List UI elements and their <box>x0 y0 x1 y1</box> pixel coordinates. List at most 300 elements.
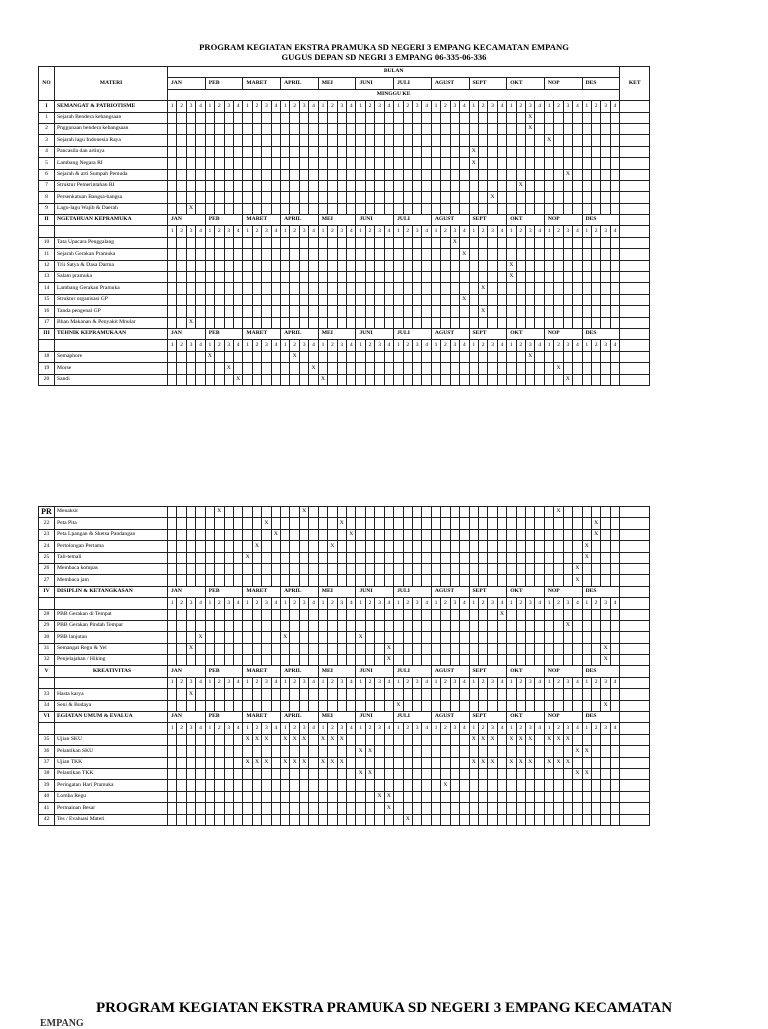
table-row <box>39 272 650 283</box>
week-cell <box>554 294 563 305</box>
week-cell <box>431 135 440 146</box>
scheduled-mark: X <box>478 283 487 294</box>
week-cell <box>441 768 450 779</box>
week-cell <box>450 541 459 552</box>
week-cell <box>601 768 610 779</box>
scheduled-mark: X <box>441 780 450 791</box>
week-cell <box>563 363 572 374</box>
week-cell <box>205 237 214 248</box>
week-cell <box>526 317 535 328</box>
week-cell <box>375 563 384 574</box>
week-cell <box>318 643 327 654</box>
materi-label: Tes / Evaluasi Materi <box>55 814 168 825</box>
week-cell <box>356 552 365 563</box>
week-cell <box>563 507 572 518</box>
week-cell <box>205 158 214 169</box>
week-cell <box>375 575 384 586</box>
week-cell <box>224 689 233 700</box>
week-cell <box>347 363 356 374</box>
week-cell <box>233 272 242 283</box>
week-cell <box>262 575 271 586</box>
scheduled-mark: X <box>526 112 535 123</box>
week-cell <box>243 689 252 700</box>
week-cell <box>290 249 299 260</box>
week-cell <box>610 768 619 779</box>
week-number: 4 <box>535 677 544 688</box>
week-number: 1 <box>318 101 327 112</box>
week-cell <box>337 283 346 294</box>
week-cell <box>544 814 553 825</box>
week-cell <box>544 317 553 328</box>
week-cell <box>196 192 205 203</box>
week-cell <box>233 351 242 362</box>
week-cell <box>460 814 469 825</box>
week-number: 2 <box>328 677 337 688</box>
materi-label: Lambang Negara RI <box>55 158 168 169</box>
week-cell <box>431 768 440 779</box>
week-cell <box>573 700 582 711</box>
week-number: 4 <box>573 101 582 112</box>
week-cell <box>610 518 619 529</box>
week-cell <box>610 158 619 169</box>
week-cell <box>403 655 412 666</box>
week-cell <box>328 689 337 700</box>
week-cell <box>215 689 224 700</box>
week-number: 2 <box>290 723 299 734</box>
week-cell <box>544 192 553 203</box>
week-cell <box>215 363 224 374</box>
week-cell <box>252 609 261 620</box>
week-cell <box>478 192 487 203</box>
week-cell <box>460 768 469 779</box>
week-cell <box>337 123 346 134</box>
week-cell <box>431 552 440 563</box>
week-cell <box>422 294 431 305</box>
week-cell <box>309 700 318 711</box>
week-cell <box>384 734 393 745</box>
week-number: 4 <box>497 723 506 734</box>
month-header: JUNI <box>356 78 394 89</box>
week-cell <box>299 700 308 711</box>
week-cell <box>318 158 327 169</box>
week-cell <box>601 746 610 757</box>
week-cell <box>262 803 271 814</box>
week-cell <box>535 169 544 180</box>
week-cell <box>309 529 318 540</box>
week-cell <box>507 518 516 529</box>
row-number: 6 <box>39 169 55 180</box>
week-cell <box>516 123 525 134</box>
week-cell <box>262 294 271 305</box>
week-number: 1 <box>582 101 591 112</box>
week-cell <box>563 541 572 552</box>
week-cell <box>215 620 224 631</box>
week-cell <box>328 768 337 779</box>
week-cell <box>394 192 403 203</box>
week-number: 2 <box>516 677 525 688</box>
materi-label: Morse <box>55 363 168 374</box>
week-number: 4 <box>196 723 205 734</box>
ket-cell <box>620 780 650 791</box>
row-number: 39 <box>39 780 55 791</box>
week-cell <box>394 260 403 271</box>
week-cell <box>460 135 469 146</box>
week-cell <box>554 146 563 157</box>
week-cell <box>554 541 563 552</box>
week-cell <box>318 294 327 305</box>
week-number: 3 <box>337 226 346 237</box>
week-cell <box>281 609 290 620</box>
week-cell <box>168 351 177 362</box>
week-cell <box>563 518 572 529</box>
week-cell <box>365 757 374 768</box>
week-cell <box>544 746 553 757</box>
week-cell <box>573 552 582 563</box>
week-cell <box>177 632 186 643</box>
week-cell <box>375 306 384 317</box>
week-cell <box>233 746 242 757</box>
month-header: MEI <box>318 215 356 226</box>
month-header: SEPT <box>469 215 507 226</box>
week-cell <box>422 374 431 385</box>
week-cell <box>224 541 233 552</box>
week-cell <box>356 169 365 180</box>
week-cell <box>196 203 205 214</box>
week-cell <box>422 363 431 374</box>
week-cell <box>328 306 337 317</box>
week-cell <box>205 803 214 814</box>
week-cell <box>403 249 412 260</box>
ket-cell <box>620 260 650 271</box>
scheduled-mark: X <box>205 351 214 362</box>
week-cell <box>573 620 582 631</box>
week-cell <box>497 294 506 305</box>
materi-label: Lomba Regu <box>55 791 168 802</box>
month-header: JUNI <box>356 586 394 597</box>
week-cell <box>365 192 374 203</box>
week-cell <box>271 643 280 654</box>
week-cell <box>450 643 459 654</box>
week-cell <box>554 283 563 294</box>
week-cell <box>394 272 403 283</box>
week-number: 3 <box>450 598 459 609</box>
week-cell <box>262 317 271 328</box>
week-cell <box>469 272 478 283</box>
week-cell <box>205 135 214 146</box>
scheduled-mark: X <box>309 363 318 374</box>
week-cell <box>478 363 487 374</box>
ket-cell <box>620 249 650 260</box>
week-number: 2 <box>441 340 450 351</box>
week-cell <box>591 791 600 802</box>
week-cell <box>478 237 487 248</box>
table-row <box>39 351 650 362</box>
week-cell <box>328 507 337 518</box>
week-cell <box>526 249 535 260</box>
week-cell <box>290 363 299 374</box>
scheduled-mark: X <box>478 306 487 317</box>
week-cell <box>394 734 403 745</box>
week-cell <box>309 746 318 757</box>
week-cell <box>224 552 233 563</box>
table-row <box>39 609 650 620</box>
week-cell <box>347 632 356 643</box>
week-cell <box>196 575 205 586</box>
week-cell <box>215 283 224 294</box>
week-cell <box>318 351 327 362</box>
row-number: 10 <box>39 237 55 248</box>
week-cell <box>441 814 450 825</box>
week-cell <box>422 203 431 214</box>
month-header: OKT <box>507 215 545 226</box>
week-cell <box>431 791 440 802</box>
week-number: 3 <box>526 226 535 237</box>
week-number: 2 <box>328 723 337 734</box>
week-cell <box>601 123 610 134</box>
week-cell <box>233 146 242 157</box>
week-cell <box>337 306 346 317</box>
week-cell <box>290 112 299 123</box>
ket-cell <box>620 237 650 248</box>
week-cell <box>281 746 290 757</box>
week-cell <box>469 123 478 134</box>
week-cell <box>365 814 374 825</box>
week-cell <box>582 655 591 666</box>
week-cell <box>168 734 177 745</box>
week-cell <box>347 541 356 552</box>
week-cell <box>318 146 327 157</box>
week-cell <box>412 552 421 563</box>
week-cell <box>431 689 440 700</box>
week-number: 4 <box>384 101 393 112</box>
week-cell <box>328 180 337 191</box>
scheduled-mark: X <box>224 363 233 374</box>
week-number: 3 <box>375 598 384 609</box>
week-cell <box>205 575 214 586</box>
week-cell <box>309 757 318 768</box>
week-cell <box>497 541 506 552</box>
week-cell <box>544 363 553 374</box>
week-number: 1 <box>243 598 252 609</box>
week-cell <box>412 655 421 666</box>
week-cell <box>328 700 337 711</box>
row-number: 16 <box>39 306 55 317</box>
week-cell <box>507 609 516 620</box>
scheduled-mark: X <box>347 529 356 540</box>
week-number: 4 <box>610 101 619 112</box>
week-cell <box>252 351 261 362</box>
week-cell <box>290 158 299 169</box>
week-cell <box>554 306 563 317</box>
table-row <box>39 552 650 563</box>
week-number: 3 <box>601 677 610 688</box>
row-number: PR <box>39 507 55 518</box>
week-cell <box>441 192 450 203</box>
scheduled-mark: X <box>384 803 393 814</box>
scheduled-mark: X <box>252 757 261 768</box>
schedule-table-bottom <box>38 506 650 826</box>
week-cell <box>422 552 431 563</box>
week-number: 3 <box>601 226 610 237</box>
week-cell <box>507 655 516 666</box>
week-cell <box>205 518 214 529</box>
week-cell <box>403 306 412 317</box>
week-cell <box>290 609 299 620</box>
week-cell <box>271 700 280 711</box>
week-number: 2 <box>177 598 186 609</box>
week-cell <box>610 700 619 711</box>
week-number: 2 <box>441 101 450 112</box>
week-cell <box>478 351 487 362</box>
week-cell <box>507 689 516 700</box>
week-cell <box>507 192 516 203</box>
week-cell <box>168 294 177 305</box>
ket-cell <box>620 541 650 552</box>
week-cell <box>469 655 478 666</box>
week-cell <box>582 169 591 180</box>
week-cell <box>497 192 506 203</box>
week-number: 2 <box>290 598 299 609</box>
week-number: 1 <box>544 677 553 688</box>
table-row <box>39 529 650 540</box>
week-cell <box>365 700 374 711</box>
week-cell <box>271 814 280 825</box>
week-cell <box>215 180 224 191</box>
week-cell <box>516 643 525 654</box>
week-cell <box>252 112 261 123</box>
scheduled-mark: X <box>601 700 610 711</box>
week-number: 1 <box>168 598 177 609</box>
week-cell <box>469 294 478 305</box>
scheduled-mark: X <box>563 374 572 385</box>
week-cell <box>318 192 327 203</box>
week-cell <box>356 374 365 385</box>
week-cell <box>516 317 525 328</box>
week-cell <box>328 317 337 328</box>
week-cell <box>412 306 421 317</box>
week-cell <box>271 757 280 768</box>
week-cell <box>497 803 506 814</box>
week-cell <box>205 283 214 294</box>
week-cell <box>337 158 346 169</box>
week-cell <box>478 146 487 157</box>
week-cell <box>375 814 384 825</box>
section-row <box>39 586 650 597</box>
row-number: 18 <box>39 351 55 362</box>
week-cell <box>177 283 186 294</box>
week-cell <box>196 180 205 191</box>
week-cell <box>535 575 544 586</box>
week-cell <box>412 203 421 214</box>
week-cell <box>375 272 384 283</box>
week-cell <box>299 575 308 586</box>
week-cell <box>601 169 610 180</box>
week-cell <box>365 632 374 643</box>
week-cell <box>375 655 384 666</box>
week-cell <box>403 734 412 745</box>
week-cell <box>441 146 450 157</box>
week-cell <box>431 803 440 814</box>
week-cell <box>450 655 459 666</box>
week-cell <box>337 203 346 214</box>
week-cell <box>469 374 478 385</box>
scheduled-mark: X <box>591 518 600 529</box>
week-cell <box>262 632 271 643</box>
week-number: 2 <box>290 101 299 112</box>
week-cell <box>554 260 563 271</box>
week-number: 2 <box>591 226 600 237</box>
table-row <box>39 689 650 700</box>
week-cell <box>431 237 440 248</box>
week-cell <box>347 575 356 586</box>
week-cell <box>177 803 186 814</box>
table-row <box>39 768 650 779</box>
week-cell <box>177 146 186 157</box>
week-cell <box>460 609 469 620</box>
scheduled-mark: X <box>507 757 516 768</box>
week-cell <box>497 563 506 574</box>
week-cell <box>610 791 619 802</box>
row-number: 9 <box>39 203 55 214</box>
week-cell <box>403 112 412 123</box>
week-cell <box>196 552 205 563</box>
week-cell <box>601 146 610 157</box>
week-cell <box>554 249 563 260</box>
week-number: 2 <box>177 101 186 112</box>
week-cell <box>271 294 280 305</box>
week-cell <box>215 780 224 791</box>
week-cell <box>271 655 280 666</box>
week-cell <box>375 541 384 552</box>
week-cell <box>563 609 572 620</box>
week-cell <box>412 734 421 745</box>
week-cell <box>582 112 591 123</box>
week-cell <box>507 306 516 317</box>
month-header: NOP <box>544 215 582 226</box>
ket-cell <box>620 746 650 757</box>
row-number: 40 <box>39 791 55 802</box>
scheduled-mark: X <box>450 237 459 248</box>
week-cell <box>422 123 431 134</box>
row-number: 27 <box>39 575 55 586</box>
week-cell <box>582 306 591 317</box>
week-cell <box>299 655 308 666</box>
week-number: 3 <box>488 677 497 688</box>
week-number: 2 <box>365 677 374 688</box>
week-cell <box>356 780 365 791</box>
week-cell <box>384 306 393 317</box>
week-cell <box>403 632 412 643</box>
week-cell <box>215 249 224 260</box>
scheduled-mark: X <box>601 655 610 666</box>
week-cell <box>497 169 506 180</box>
week-number: 3 <box>563 226 572 237</box>
week-cell <box>488 272 497 283</box>
week-cell <box>507 700 516 711</box>
week-cell <box>394 351 403 362</box>
week-cell <box>271 192 280 203</box>
week-cell <box>347 146 356 157</box>
week-cell <box>460 700 469 711</box>
week-cell <box>441 689 450 700</box>
month-header: APRIL <box>281 328 319 339</box>
week-cell <box>497 507 506 518</box>
week-cell <box>233 563 242 574</box>
week-cell <box>328 575 337 586</box>
week-cell <box>309 294 318 305</box>
week-cell <box>469 351 478 362</box>
week-cell <box>337 237 346 248</box>
